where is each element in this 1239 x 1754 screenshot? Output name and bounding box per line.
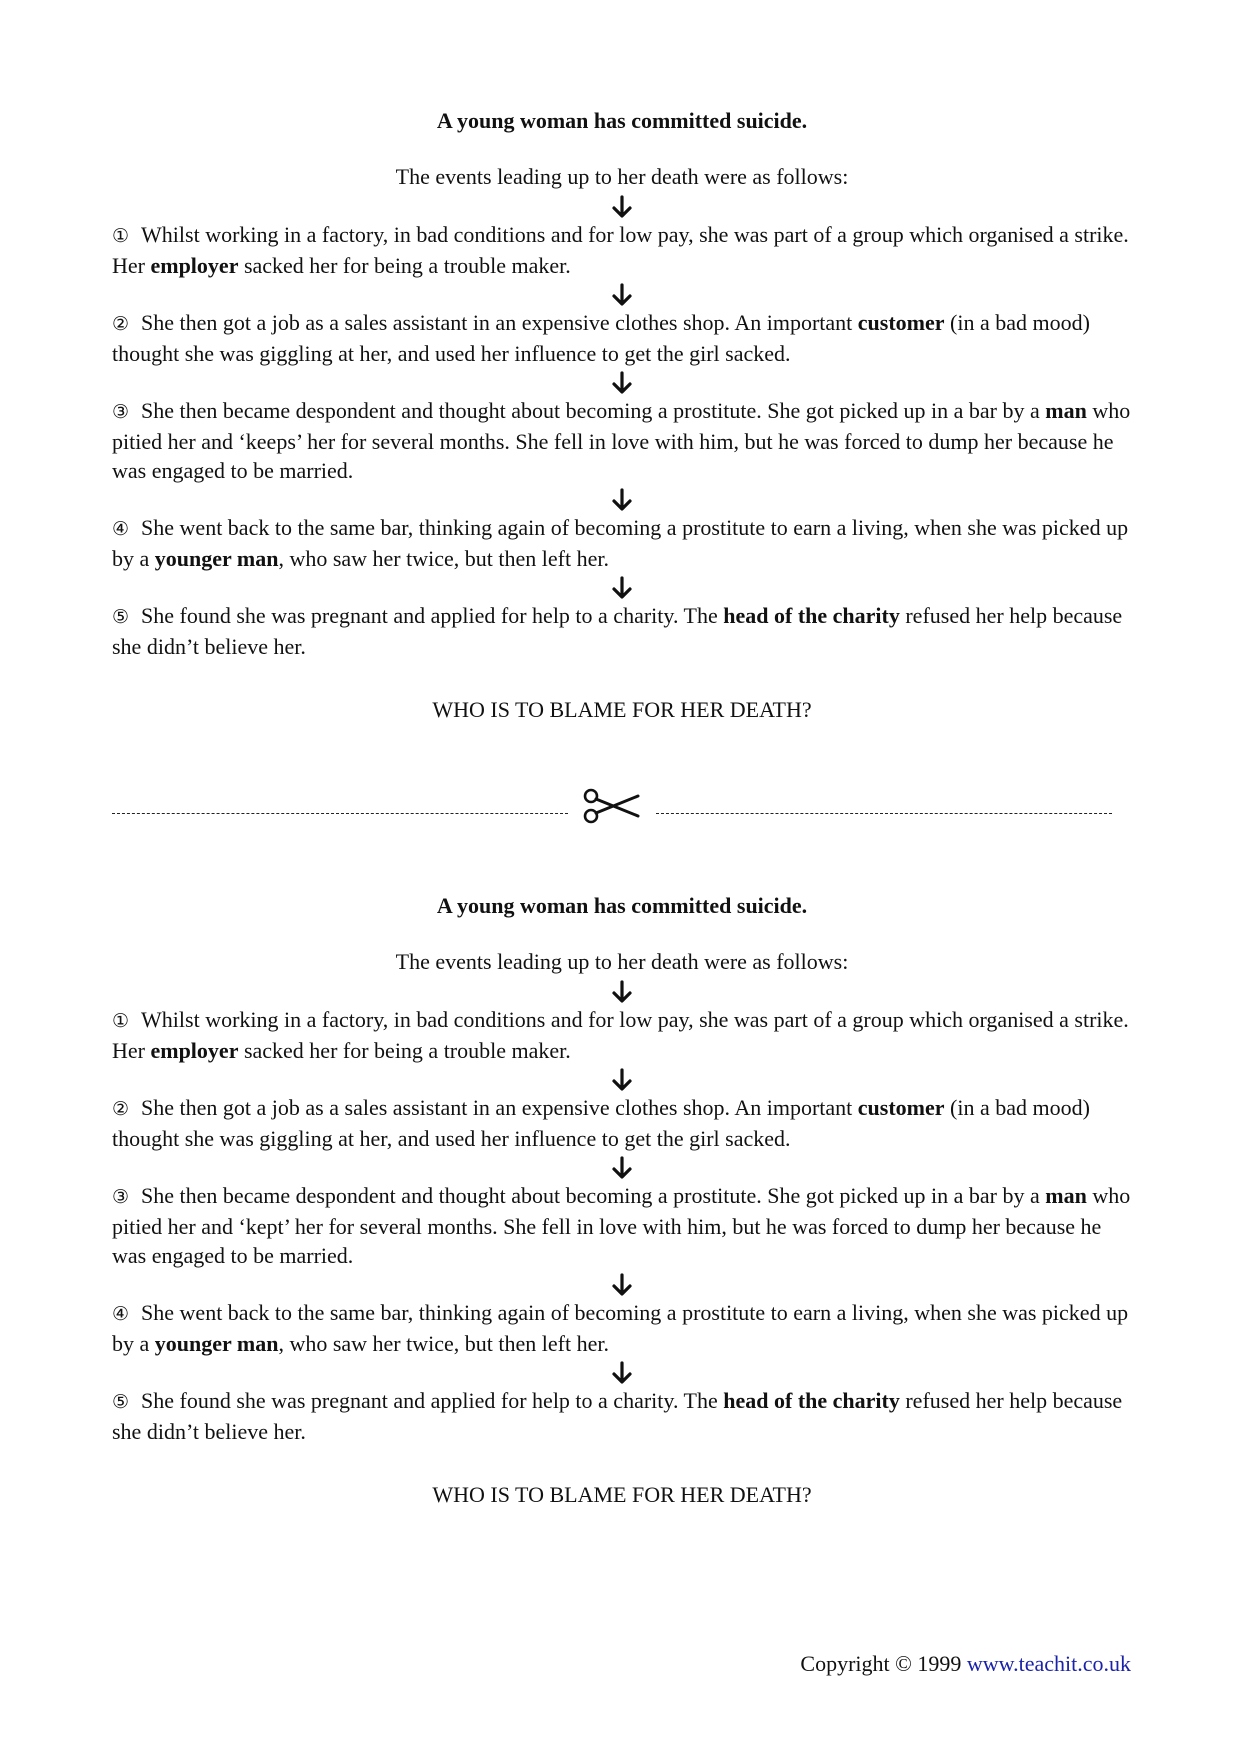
event-number: ② — [112, 1098, 130, 1120]
sheet-title: A young woman has committed suicide. — [436, 108, 808, 133]
down-arrow-icon — [112, 368, 1132, 396]
event-text: sacked her for being a trouble maker. — [238, 1038, 571, 1063]
event-person: younger man — [154, 546, 279, 571]
sheet-top — [112, 106, 1132, 725]
event-text: Whilst working in a factory, in bad conditions and for low pay, she was part of a group which organised a strike. Her — [112, 1007, 1129, 1063]
down-arrow-icon — [112, 485, 1132, 513]
event-person: man — [1045, 398, 1087, 423]
event-text: She found she was pregnant and applied for help to a charity. The — [141, 603, 724, 628]
event-person: employer — [150, 253, 239, 278]
event-item — [112, 308, 1132, 368]
event-number: ③ — [112, 1186, 130, 1208]
event-number: ③ — [112, 401, 130, 423]
event-text: sacked her for being a trouble maker. — [238, 253, 571, 278]
event-number: ① — [112, 1010, 130, 1032]
event-person: customer — [857, 1095, 945, 1120]
event-item — [112, 1298, 1132, 1358]
event-person: man — [1045, 1183, 1087, 1208]
event-person: head of the charity — [723, 603, 900, 628]
down-arrow-icon — [112, 1065, 1132, 1093]
event-text: She then became despondent and thought about becoming a prostitute. She got picked up in a bar by a — [141, 1183, 1046, 1208]
event-text: She found she was pregnant and applied for help to a charity. The — [141, 1388, 724, 1413]
event-person: customer — [857, 310, 945, 335]
down-arrow-icon — [112, 977, 1132, 1005]
event-item — [112, 601, 1132, 661]
sheet-intro: The events leading up to her death were as follows: — [395, 164, 849, 189]
event-text: refused her help because she didn’t believe her. — [112, 1388, 1123, 1444]
event-number: ⑤ — [112, 1391, 130, 1413]
scissors-icon — [582, 786, 642, 826]
event-number: ① — [112, 225, 130, 247]
event-number: ② — [112, 313, 130, 335]
event-person: younger man — [154, 1331, 279, 1356]
event-person: employer — [150, 1038, 239, 1063]
dashed-divider — [656, 813, 1112, 814]
event-item — [112, 513, 1132, 573]
event-text: who pitied her and ‘kept’ her for several months. She fell in love with him, but he was forced to dump her because he was engaged to be married. — [112, 1183, 1131, 1268]
copyright-text: Copyright © 1999 — [800, 1651, 967, 1676]
event-text: , who saw her twice, but then left her. — [278, 546, 609, 571]
event-text: (in a bad mood) thought she was giggling at her, and used her influence to get the girl sacked. — [112, 1095, 1090, 1151]
event-person: head of the charity — [723, 1388, 900, 1413]
sheet-bottom — [112, 891, 1132, 1510]
event-number: ④ — [112, 1303, 130, 1325]
dashed-divider — [112, 813, 568, 814]
event-number: ④ — [112, 518, 130, 540]
copyright-notice — [800, 1649, 1131, 1679]
event-text: She went back to the same bar, thinking again of becoming a prostitute to earn a living, when she was picked up by a — [112, 515, 1129, 571]
event-text: She went back to the same bar, thinking again of becoming a prostitute to earn a living, when she was picked up by a — [112, 1300, 1129, 1356]
website-link[interactable]: www.teachit.co.uk — [966, 1651, 1131, 1676]
down-arrow-icon — [112, 1358, 1132, 1386]
down-arrow-icon — [112, 573, 1132, 601]
event-item — [112, 1005, 1132, 1065]
down-arrow-icon — [112, 1270, 1132, 1298]
event-text: who pitied her and ‘keeps’ her for several months. She fell in love with him, but he was forced to dump her because he was engaged to be married. — [112, 398, 1131, 483]
event-text: She then got a job as a sales assistant in an expensive clothes shop. An important — [141, 1095, 858, 1120]
event-number: ⑤ — [112, 606, 130, 628]
event-item — [112, 396, 1132, 485]
event-item — [112, 1093, 1132, 1153]
cut-line — [112, 786, 1112, 826]
sheet-intro: The events leading up to her death were as follows: — [395, 949, 849, 974]
blame-question: WHO IS TO BLAME FOR HER DEATH? — [432, 1482, 812, 1507]
event-text: Whilst working in a factory, in bad conditions and for low pay, she was part of a group which organised a strike. Her — [112, 222, 1129, 278]
event-item — [112, 220, 1132, 280]
blame-question: WHO IS TO BLAME FOR HER DEATH? — [432, 697, 812, 722]
event-text: , who saw her twice, but then left her. — [278, 1331, 609, 1356]
sheet-title: A young woman has committed suicide. — [436, 893, 808, 918]
event-text: She then became despondent and thought about becoming a prostitute. She got picked up in a bar by a — [141, 398, 1046, 423]
down-arrow-icon — [112, 1153, 1132, 1181]
down-arrow-icon — [112, 280, 1132, 308]
event-item — [112, 1181, 1132, 1270]
event-text: (in a bad mood) thought she was giggling at her, and used her influence to get the girl sacked. — [112, 310, 1090, 366]
down-arrow-icon — [112, 192, 1132, 220]
event-item — [112, 1386, 1132, 1446]
event-text: refused her help because she didn’t believe her. — [112, 603, 1123, 659]
event-text: She then got a job as a sales assistant in an expensive clothes shop. An important — [141, 310, 858, 335]
